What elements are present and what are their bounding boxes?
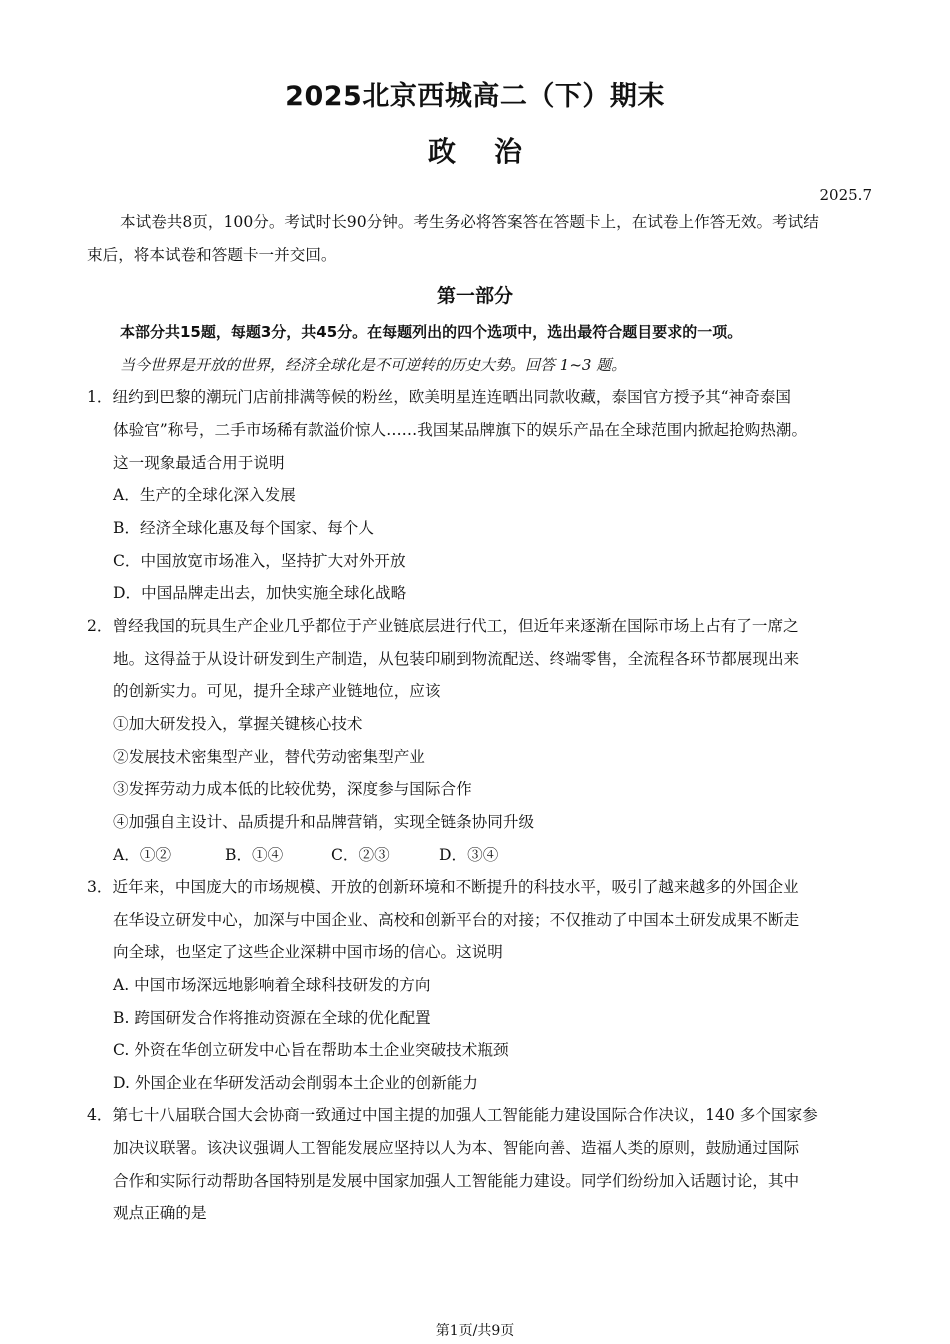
q1-option-c: C．中国放宽市场准入，坚持扩大对外开放 bbox=[113, 552, 406, 570]
part-instruction: 本部分共15题，每题3分，共45分。在每题列出的四个选项中，选出最符合题目要求的一项。 bbox=[120, 323, 743, 341]
q3-stem-line-2: 在华设立研发中心，加深与中国企业、高校和创新平台的对接；不仅推动了中国本土研发成果不断走 bbox=[113, 911, 800, 929]
q3-stem-line-1: 3．近年来，中国庞大的市场规模、开放的创新环境和不断提升的科技水平，吸引了越来越多的外国企业 bbox=[87, 878, 799, 896]
q2-stem-line-1: 2．曾经我国的玩具生产企业几乎都位于产业链底层进行代工，但近年来逐渐在国际市场上占有了一席之 bbox=[87, 617, 799, 635]
q1-stem-line-1: 1．纽约到巴黎的潮玩门店前排满等候的粉丝，欧美明星连连晒出同款收藏，泰国官方授予其“神奇泰国 bbox=[87, 388, 792, 406]
q3-option-d: D. 外国企业在华研发活动会削弱本土企业的创新能力 bbox=[113, 1074, 478, 1092]
question-group-lead: 当今世界是开放的世界，经济全球化是不可逆转的历史大势。回答 1~3 题。 bbox=[120, 356, 627, 374]
q3-option-c: C. 外资在华创立研发中心旨在帮助本土企业突破技术瓶颈 bbox=[113, 1041, 509, 1059]
q1-option-a: A．生产的全球化深入发展 bbox=[113, 486, 296, 504]
q4-stem-line-3: 合作和实际行动帮助各国特别是发展中国家加强人工智能能力建设。同学们纷纷加入话题讨论，其中 bbox=[113, 1172, 800, 1190]
q2-options bbox=[113, 843, 498, 865]
q2-stem-line-2: 地。这得益于从设计研发到生产制造，从包装印刷到物流配送、终端零售，全流程各环节都展现出来 bbox=[113, 650, 800, 668]
q2-statement-4: ④加强自主设计、品质提升和品牌营销，实现全链条协同升级 bbox=[113, 813, 535, 831]
q2-statement-1: ①加大研发投入，掌握关键核心技术 bbox=[113, 715, 363, 733]
page-number: 第1页/共9页 bbox=[435, 1323, 515, 1339]
q2-option-c: C．②③ bbox=[331, 846, 390, 864]
exam-date: 2025.7 bbox=[819, 186, 872, 204]
q2-option-d: D．③④ bbox=[439, 846, 499, 864]
q2-option-a: A．①② bbox=[113, 846, 172, 864]
q2-statement-3: ③发挥劳动力成本低的比较优势，深度参与国际合作 bbox=[113, 780, 472, 798]
q1-stem-line-2: 体验官”称号，二手市场稀有款溢价惊人……我国某品牌旗下的娱乐产品在全球范围内掀起抢购热潮。 bbox=[113, 421, 808, 439]
q2-option-b: B．①④ bbox=[225, 846, 284, 864]
q3-stem-line-3: 向全球，也坚定了这些企业深耕中国市场的信心。这说明 bbox=[113, 943, 503, 961]
q4-stem-line-1: 4．第七十八届联合国大会协商一致通过中国主提的加强人工智能能力建设国际合作决议，140 多个国家参 bbox=[87, 1106, 818, 1124]
intro-line-1: 本试卷共8页，100分。考试时长90分钟。考生务必将答案答在答题卡上，在试卷上作答无效。考试结 bbox=[120, 213, 819, 231]
subject-title: 政治 bbox=[427, 135, 560, 168]
part-heading: 第一部分 bbox=[436, 285, 513, 307]
q2-statement-2: ②发展技术密集型产业，替代劳动密集型产业 bbox=[113, 748, 425, 766]
q4-stem-line-4: 观点正确的是 bbox=[113, 1204, 207, 1222]
exam-title: 2025北京西城高二（下）期末 bbox=[285, 81, 665, 112]
q1-option-d: D．中国品牌走出去，加快实施全球化战略 bbox=[113, 584, 407, 602]
q1-option-b: B．经济全球化惠及每个国家、每个人 bbox=[113, 519, 374, 537]
q3-option-b: B. 跨国研发合作将推动资源在全球的优化配置 bbox=[113, 1009, 431, 1027]
q2-stem-line-3: 的创新实力。可见，提升全球产业链地位，应该 bbox=[113, 682, 441, 700]
q4-stem-line-2: 加决议联署。该决议强调人工智能发展应坚持以人为本、智能向善、造福人类的原则，鼓励通过国际 bbox=[113, 1139, 800, 1157]
q3-option-a: A. 中国市场深远地影响着全球科技研发的方向 bbox=[113, 976, 431, 994]
intro-line-2: 束后，将本试卷和答题卡一并交回。 bbox=[87, 246, 337, 264]
q1-stem-line-3: 这一现象最适合用于说明 bbox=[113, 454, 285, 472]
